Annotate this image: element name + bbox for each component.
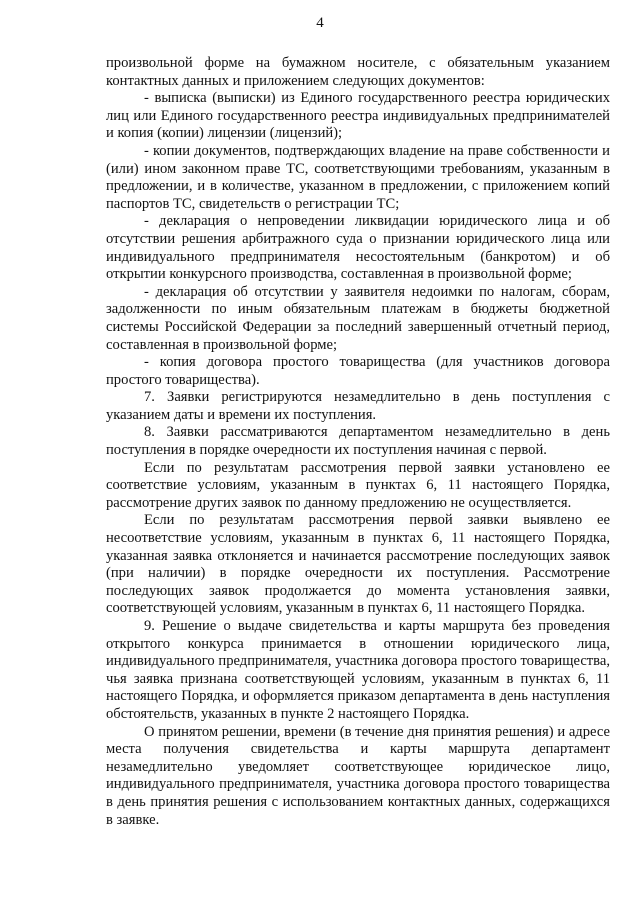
paragraph-continuation: произвольной форме на бумажном носителе, с обязательным указанием контактных данных и приложением следующих документов: — [106, 55, 610, 89]
paragraph-item-7: 7. Заявки регистрируются незамедлительно в день поступления с указанием даты и времени их поступления. — [106, 389, 610, 423]
document-body — [106, 55, 610, 829]
paragraph-item-8: 8. Заявки рассматриваются департаментом незамедлительно в день поступления в порядке очередности их поступления начиная с первой. — [106, 424, 610, 459]
paragraph-noncompliance: Если по результатам рассмотрения первой заявки выявлено ее несоответствие условиям, указанным в пунктах 6, 11 настоящего Порядка, указанная заявка отклоняется и начинается рассмотрение последующих заявок (при наличии) в порядке очередности их поступления. Рассмотрение последующих заявок продолжается до момента установления заявки, соответствующей условиям, указанным в пунктах 6, 11 настоящего Порядка. — [106, 512, 610, 617]
paragraph-notification: О принятом решении, времени (в течение дня принятия решения) и адресе места получения свидетельства и карты маршрута департамент незамедлительно уведомляет соответствующее юридическое лицо, индивидуального предпринимателя, участника договора простого товарищества в день принятия решения с использованием контактных данных, содержащихся в заявке. — [106, 723, 610, 828]
list-item-partnership-contract: - копия договора простого товарищества (для участников договора простого товарищества). — [106, 354, 610, 388]
paragraph-compliance: Если по результатам рассмотрения первой заявки установлено ее соответствие условиям, указанным в пунктах 6, 11 настоящего Порядка, рассмотрение других заявок по данному предложению не осуществляется. — [106, 459, 610, 511]
page-number: 4 — [316, 15, 324, 31]
list-item-ownership-docs: - копии документов, подтверждающих владение на праве собственности и (или) ином законном праве ТС, соответствующими требованиям, указанным в предложении, и в количестве, указанном в предложении, с приложением копий паспортов ТС, свидетельств о регистрации ТС; — [106, 142, 610, 212]
paragraph-item-9: 9. Решение о выдаче свидетельства и карты маршрута без проведения открытого конкурса принимается в отношении юридического лица, индивидуального предпринимателя, участника договора простого товарищества, чья заявка признана соответствующей условиям, указанным в пунктах 6, 11 настоящего Порядка, и оформляется приказом департамента в день наступления обстоятельств, указанных в пункте 2 настоящего Порядка. — [106, 618, 610, 722]
list-item-liquidation-declaration: - декларация о непроведении ликвидации юридического лица и об отсутствии решения арбитражного суда о признании юридического лица или индивидуального предпринимателя несостоятельным (банкротом) и об открытии конкурсного производства, составленная в произвольной форме; — [106, 213, 610, 283]
list-item-tax-declaration: - декларация об отсутствии у заявителя недоимки по налогам, сборам, задолженности по иным обязательным платежам в бюджеты бюджетной системы Российской Федерации за последний завершенный отчетный период, составленная в произвольной форме; — [106, 283, 610, 353]
list-item-extract: - выписка (выписки) из Единого государственного реестра юридических лиц или Единого государственного реестра индивидуальных предпринимателей и копия (копии) лицензии (лицензий); — [106, 90, 610, 142]
